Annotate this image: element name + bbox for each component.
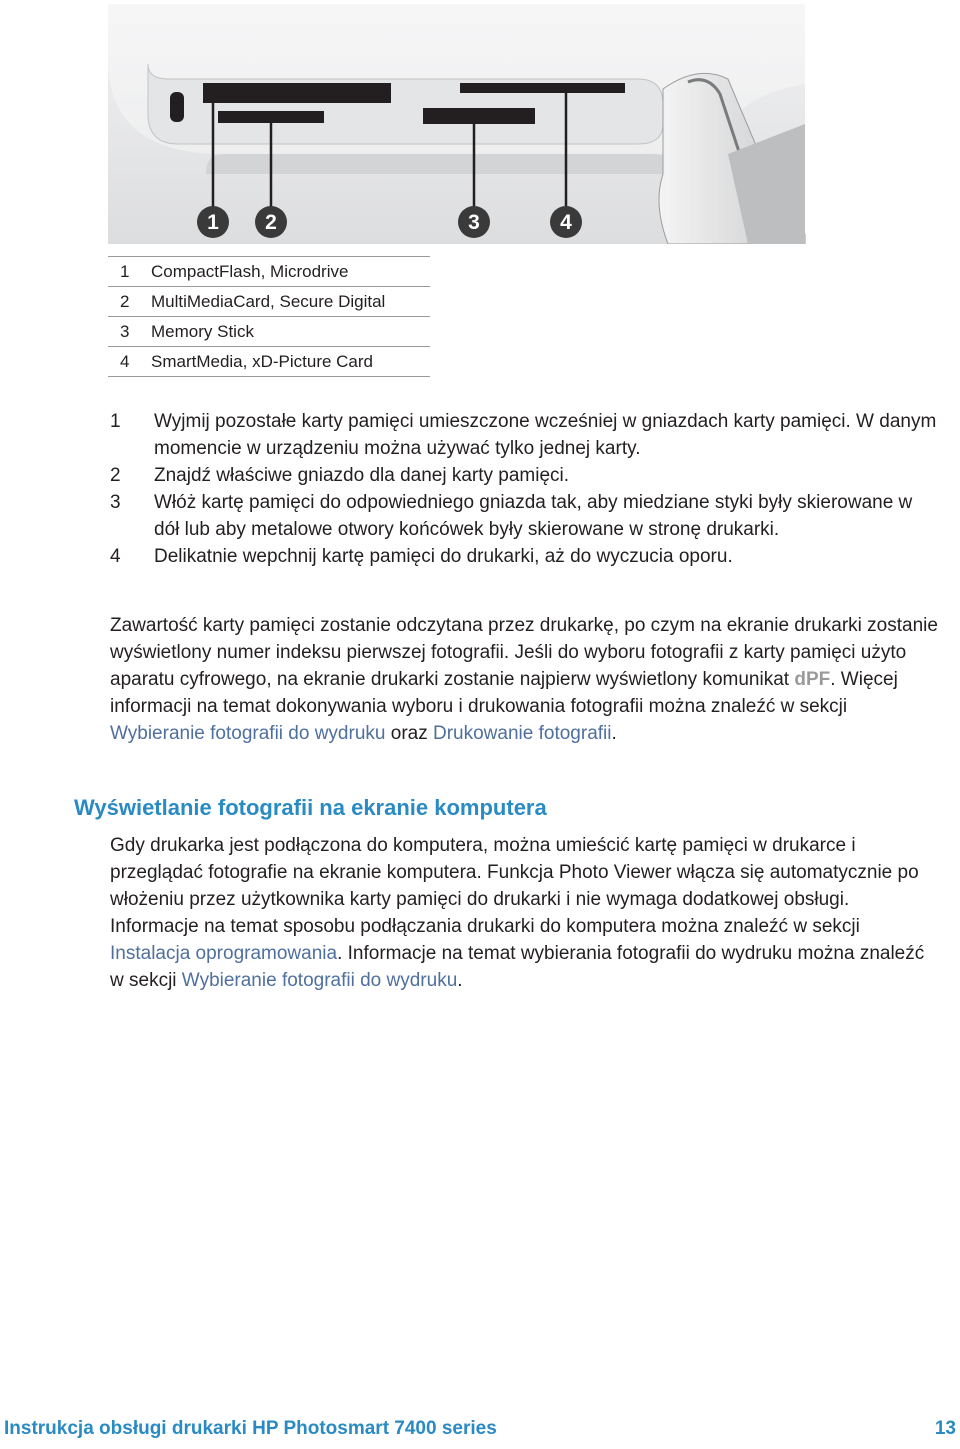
- step-number: 4: [110, 546, 121, 567]
- legend-number: 2: [108, 287, 151, 317]
- slot-mmc-sd: [218, 111, 324, 123]
- step-item: [108, 543, 938, 570]
- step-number: 3: [110, 492, 121, 513]
- link-select-photos[interactable]: Wybieranie fotografii do wydruku: [181, 970, 458, 991]
- section-heading: Wyświetlanie fotografii na ekranie komputera: [74, 795, 547, 820]
- text-run: . Więcej informacji na temat dokonywania wyboru i drukowania fotografii można znaleźć w sekcji: [110, 669, 898, 717]
- dpf-message: dPF: [794, 669, 831, 690]
- step-text: Wyjmij pozostałe karty pamięci umieszczone wcześniej w gniazdach karty pamięci. W danym momencie w urządzeniu można używać tylko jednej karty.: [154, 411, 937, 459]
- text-run: .: [611, 723, 617, 744]
- callout-3: [458, 206, 490, 238]
- link-software-install[interactable]: Instalacja oprogramowania: [110, 943, 338, 964]
- instruction-steps: [108, 408, 938, 570]
- legend-row: [108, 257, 430, 287]
- legend-label: MultiMediaCard, Secure Digital: [151, 287, 430, 317]
- callout-2: [255, 206, 287, 238]
- slot-edge: [170, 92, 184, 122]
- legend-label: Memory Stick: [151, 317, 430, 347]
- slot-memory-stick: [423, 108, 535, 124]
- text-run: .: [457, 970, 463, 991]
- computer-view-paragraph: [110, 832, 938, 994]
- step-number: 2: [110, 465, 121, 486]
- text-run: oraz: [385, 723, 433, 744]
- step-text: Znajdź właściwe gniazdo dla danej karty pamięci.: [154, 465, 570, 486]
- text-run: Gdy drukarka jest podłączona do komputera, można umieścić kartę pamięci w drukarce i przeglądać fotografie na ekranie komputera. Funkcja Photo Viewer włącza się automatycznie po włożeniu przez użytkownika karty pamięci do drukarki i nie wymaga dodatkowej obsługi. Informacje na temat sposobu podłączania drukarki do komputera można znaleźć w sekcji: [110, 835, 919, 937]
- step-item: [108, 462, 938, 489]
- callout-4: [550, 206, 582, 238]
- svg-text:3: 3: [468, 211, 480, 234]
- link-select-photos[interactable]: Wybieranie fotografii do wydruku: [110, 723, 386, 744]
- text-run: Zawartość karty pamięci zostanie odczytana przez drukarkę, po czym na ekranie drukarki zostanie wyświetlony numer indeksu pierwszej fotografii. Jeśli do wyboru fotografii z karty pamięci użyto aparatu cyfrowego, na ekranie drukarki zostanie najpierw wyświetlony komunikat: [110, 615, 938, 690]
- svg-text:2: 2: [265, 211, 277, 234]
- legend-label: CompactFlash, Microdrive: [151, 257, 430, 287]
- svg-text:4: 4: [560, 211, 572, 234]
- card-read-paragraph: [110, 612, 938, 747]
- legend-row: [108, 317, 430, 347]
- link-print-photos[interactable]: Drukowanie fotografii: [433, 723, 612, 744]
- text-run: . Informacje na temat wybierania fotografii do wydruku można znaleźć w sekcji: [110, 943, 925, 991]
- svg-text:1: 1: [207, 211, 219, 234]
- callout-1: [197, 206, 229, 238]
- step-item: [108, 489, 938, 543]
- step-item: [108, 408, 938, 462]
- footer-title: Instrukcja obsługi drukarki HP Photosmart 7400 series: [4, 1418, 497, 1439]
- step-number: 1: [110, 411, 121, 432]
- page-footer: [4, 1418, 956, 1440]
- legend-label: SmartMedia, xD-Picture Card: [151, 347, 430, 377]
- step-text: Włóż kartę pamięci do odpowiedniego gniazda tak, aby miedziane styki były skierowane w dół lub aby metalowe otwory końcówek były skierowane w stronę drukarki.: [154, 492, 913, 540]
- legend-number: 3: [108, 317, 151, 347]
- legend-row: [108, 347, 430, 377]
- slot-compactflash: [203, 83, 391, 103]
- page-number: 13: [934, 1418, 956, 1439]
- slot-legend-table: [108, 256, 430, 377]
- slot-smartmedia-xd: [460, 83, 625, 93]
- legend-number: 4: [108, 347, 151, 377]
- memory-card-slots-illustration: [108, 4, 808, 244]
- legend-row: [108, 287, 430, 317]
- step-text: Delikatnie wepchnij kartę pamięci do drukarki, aż do wyczucia oporu.: [154, 546, 733, 567]
- legend-number: 1: [108, 257, 151, 287]
